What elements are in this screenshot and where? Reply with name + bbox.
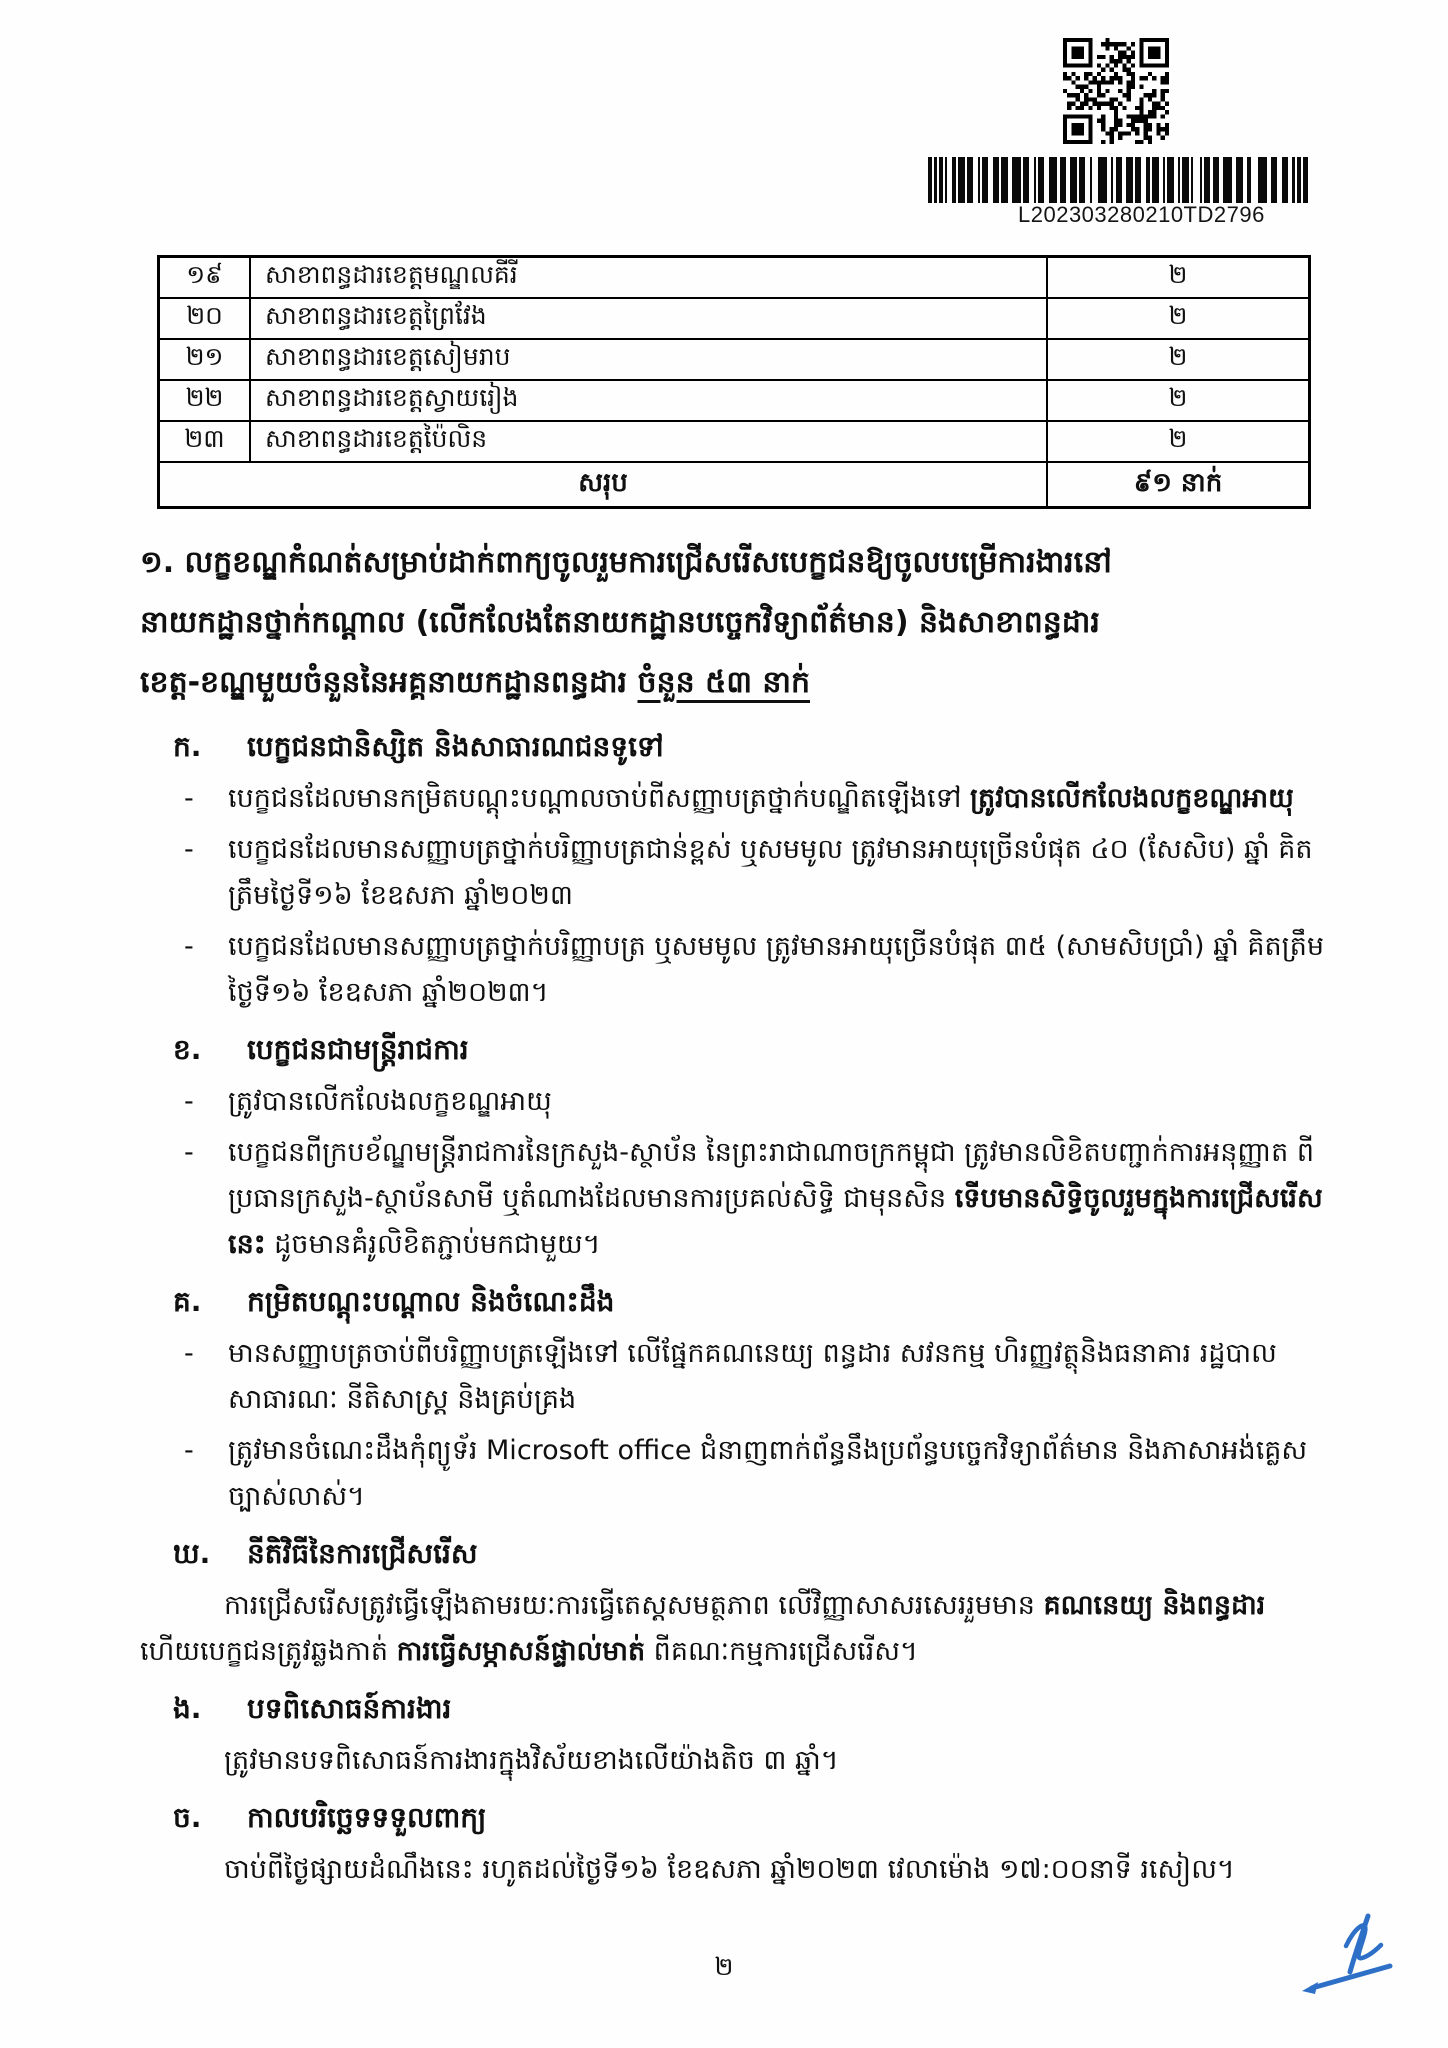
subsection-title bbox=[173, 1530, 1332, 1578]
text-segment: ដូចមានគំរូលិខិតភ្ជាប់មកជាមួយ។ bbox=[265, 1229, 601, 1260]
subsection-title bbox=[173, 1026, 1332, 1074]
table-cell-count: ២ bbox=[1047, 257, 1310, 299]
table-cell-no: ១៩ bbox=[159, 257, 251, 299]
dash-bullet: - bbox=[184, 1435, 194, 1466]
dash-bullet: - bbox=[184, 1086, 194, 1117]
dash-bullet: - bbox=[184, 783, 194, 814]
table-cell-no: ២១ bbox=[159, 339, 251, 380]
subsection-title-text: បទពិសោធន៍ការងារ bbox=[247, 1692, 452, 1725]
table-cell-name: សាខាពន្ធដារខេត្តព្រៃវែង bbox=[250, 298, 1047, 339]
section-1-heading bbox=[140, 533, 1332, 713]
subsection bbox=[140, 1685, 1332, 1784]
text-segment: បេក្ខជនពីក្របខ័ណ្ឌមន្ត្រីរាជការនៃក្រសួង-ស្ថាប័ន នៃព្រះរាជាណាចក្រកម្ពុជា ត្រូវមានលិខិតបញ្ជាក់ការអនុញ្ញាត ពីប្រធានក្រសួង-ស្ថាប័នសាមី ឬតំណាងដែលមានការប្រគល់សិទ្ធិ ជាមុនសិន bbox=[228, 1137, 1314, 1214]
paragraph bbox=[140, 1583, 1332, 1675]
total-value-cell: ៩១ នាក់ bbox=[1047, 462, 1310, 508]
list-item bbox=[140, 776, 1332, 822]
table-total-row bbox=[159, 462, 1310, 508]
table-row bbox=[159, 298, 1310, 339]
list-item bbox=[140, 924, 1332, 1016]
text-segment: ចំនួន ៥៣ នាក់ bbox=[637, 665, 811, 700]
subsection bbox=[140, 1794, 1332, 1893]
subsection-title bbox=[173, 1685, 1332, 1733]
text-segment: ខេត្ត-ខណ្ឌមួយចំនួននៃអគ្គនាយកដ្ឋានពន្ធដារ bbox=[140, 665, 638, 700]
barcode-bar bbox=[1098, 157, 1107, 203]
table-cell-count: ២ bbox=[1047, 380, 1310, 421]
subsection-letter: គ. bbox=[173, 1285, 202, 1318]
list-item-text bbox=[228, 776, 1332, 822]
subsection-title bbox=[173, 1278, 1332, 1326]
text-segment: បេក្ខជនដែលមានកម្រិតបណ្ដុះបណ្ដាលចាប់ពីសញ្ញាបត្រថ្នាក់បណ្ឌិតឡើងទៅ bbox=[228, 783, 970, 814]
table-cell-name: សាខាពន្ធដារខេត្តមណ្ឌលគីរី bbox=[250, 257, 1047, 299]
dash-bullet: - bbox=[184, 1137, 194, 1168]
text-segment: ត្រូវបានលើកលែងលក្ខខណ្ឌអាយុ bbox=[228, 1086, 552, 1117]
dash-bullet: - bbox=[184, 834, 194, 865]
text-segment: មានសញ្ញាបត្រចាប់ពីបរិញ្ញាបត្រឡើងទៅ លើផ្នែកគណនេយ្យ ពន្ធដារ សវនកម្ម ហិរញ្ញវត្ថុនិងធនាគារ រដ្ឋបាល សាធារណៈ នីតិសាស្ត្រ និងគ្រប់គ្រង bbox=[228, 1338, 1277, 1415]
text-segment: គណនេយ្យ និងពន្ធដារ bbox=[1043, 1590, 1266, 1621]
barcode-icon bbox=[928, 157, 1308, 203]
dash-bullet: - bbox=[184, 1338, 194, 1369]
document-body bbox=[140, 255, 1332, 1893]
list-item-text bbox=[228, 1428, 1332, 1520]
table-cell-no: ២០ bbox=[159, 298, 251, 339]
table-cell-name: សាខាពន្ធដារខេត្តសៀមរាប bbox=[250, 339, 1047, 380]
subsection-title-text: កាលបរិច្ឆេទទទួលពាក្យ bbox=[247, 1801, 487, 1834]
table-cell-count: ២ bbox=[1047, 298, 1310, 339]
barcode-bar bbox=[1049, 157, 1058, 203]
text-segment: ហើយបេក្ខជនត្រូវឆ្លងកាត់ bbox=[140, 1636, 397, 1667]
text-segment: ត្រូវមានបទពិសោធន៍ការងារក្នុងវិស័យខាងលើយ៉ាងតិច ៣ ឆ្នាំ។ bbox=[224, 1745, 839, 1776]
branch-roster-table bbox=[157, 255, 1311, 509]
table-row bbox=[159, 257, 1310, 299]
barcode-bar bbox=[1223, 157, 1232, 203]
roster-rows bbox=[159, 257, 1310, 463]
table-cell-count: ២ bbox=[1047, 339, 1310, 380]
table-row bbox=[159, 421, 1310, 462]
text-segment: ការជ្រើសរើសត្រូវធ្វើឡើងតាមរយៈការធ្វើតេស្តសមត្ថភាព លើវិញ្ញាសាសរសេររួមមាន bbox=[224, 1590, 1044, 1621]
subsection-letter: ង. bbox=[173, 1692, 202, 1725]
barcode-bar bbox=[1258, 157, 1267, 203]
list-item-text bbox=[228, 1130, 1332, 1268]
subsection-title bbox=[173, 1794, 1332, 1842]
list-item-text bbox=[228, 1331, 1332, 1423]
text-segment: បេក្ខជនដែលមានសញ្ញាបត្រថ្នាក់បរិញ្ញាបត្រ ឬសមមូល ត្រូវមានអាយុច្រើនបំផុត ៣៥ (សាមសិបប្រាំ) ឆ្នាំ គិតត្រឹមថ្ងៃទី១៦ ខែឧសភា ឆ្នាំ២០២៣។ bbox=[228, 931, 1325, 1008]
subsections bbox=[140, 723, 1332, 1893]
qr-code-icon bbox=[1063, 38, 1169, 144]
subsection bbox=[140, 1278, 1332, 1520]
barcode-bar bbox=[1303, 157, 1307, 203]
subsection-title-text: បេក្ខជនជានិស្សិត និងសាធារណជនទូទៅ bbox=[247, 730, 664, 763]
table-cell-count: ២ bbox=[1047, 421, 1310, 462]
barcode-bar bbox=[1012, 157, 1021, 203]
barcode-label: L202303280210TD2796 bbox=[1018, 202, 1265, 227]
subsection-title-text: បេក្ខជនជាមន្ត្រីរាជការ bbox=[247, 1033, 469, 1066]
paragraph bbox=[140, 1738, 1332, 1784]
subsection-title-text: កម្រិតបណ្ដុះបណ្ដាល និងចំណេះដឹង bbox=[247, 1285, 615, 1318]
list-item-text bbox=[228, 1079, 1332, 1125]
text-segment: ពីគណៈកម្មការជ្រើសរើស។ bbox=[645, 1636, 918, 1667]
table-row bbox=[159, 339, 1310, 380]
text-segment: នាយកដ្ឋានថ្នាក់កណ្តាល (លើកលែងតែនាយកដ្ឋានបច្ចេកវិទ្យាព័ត៌មាន) និងសាខាពន្ធដារ bbox=[140, 605, 1100, 640]
subsection-letter: ខ. bbox=[173, 1033, 202, 1066]
table-cell-name: សាខាពន្ធដារខេត្តស្វាយរៀង bbox=[250, 380, 1047, 421]
subsection bbox=[140, 1530, 1332, 1675]
subsection-letter: ក. bbox=[173, 730, 202, 763]
list-item-text bbox=[228, 924, 1332, 1016]
list-item-text bbox=[228, 827, 1332, 919]
subsection-letter: ឃ. bbox=[173, 1537, 211, 1570]
list-item bbox=[140, 827, 1332, 919]
subsection bbox=[140, 723, 1332, 1016]
table-cell-name: សាខាពន្ធដារខេត្តប៉ៃលិន bbox=[250, 421, 1047, 462]
list-item bbox=[140, 1428, 1332, 1520]
text-segment: ការធ្វើសម្ភាសន៍ផ្ទាល់មាត់ bbox=[396, 1636, 646, 1667]
table-cell-no: ២៣ bbox=[159, 421, 251, 462]
text-segment: ទើបមានសិទ្ធិចូលរួមក្នុងការជ្រើសរើសនេះ bbox=[228, 1183, 1323, 1260]
table-cell-no: ២២ bbox=[159, 380, 251, 421]
text-segment: ១. លក្ខខណ្ឌកំណត់សម្រាប់ដាក់ពាក្យចូលរួមការជ្រើសរើសបេក្ខជនឱ្យចូលបម្រើការងារនៅ bbox=[140, 545, 1112, 580]
paragraph bbox=[140, 1847, 1332, 1893]
subsection-letter: ច. bbox=[173, 1801, 202, 1834]
text-segment: ចាប់ពីថ្ងៃផ្សាយដំណឹងនេះ រហូតដល់ថ្ងៃទី១៦ ខែឧសភា ឆ្នាំ២០២៣ វេលាម៉ោង ១៧:០០នាទី រសៀល។ bbox=[224, 1854, 1235, 1885]
total-label-cell: សរុប bbox=[159, 462, 1048, 508]
subsection-title bbox=[173, 723, 1332, 771]
text-segment: បេក្ខជនដែលមានសញ្ញាបត្រថ្នាក់បរិញ្ញាបត្រជាន់ខ្ពស់ ឬសមមូល ត្រូវមានអាយុច្រើនបំផុត ៤០ (សែសិប) ឆ្នាំ គិតត្រឹមថ្ងៃទី១៦ ខែឧសភា ឆ្នាំ២០២៣ bbox=[228, 834, 1313, 911]
page-number: ២ bbox=[714, 1952, 734, 1981]
text-segment: ត្រូវបានលើកលែងលក្ខខណ្ឌអាយុ bbox=[970, 783, 1294, 814]
subsection-title-text: នីតិវិធីនៃការជ្រើសរើស bbox=[247, 1537, 478, 1570]
subsection bbox=[140, 1026, 1332, 1268]
list-item bbox=[140, 1331, 1332, 1423]
dash-bullet: - bbox=[184, 931, 194, 962]
table-row bbox=[159, 380, 1310, 421]
list-item bbox=[140, 1079, 1332, 1125]
text-segment: ត្រូវមានចំណេះដឹងកុំព្យូទ័រ Microsoft office ជំនាញពាក់ព័ន្ធនឹងប្រព័ន្ធបច្ចេកវិទ្យាព័ត៌មាន និងភាសាអង់គ្លេស ច្បាស់លាស់។ bbox=[228, 1435, 1308, 1512]
signature-mark bbox=[1288, 1912, 1400, 2014]
list-item bbox=[140, 1130, 1332, 1268]
